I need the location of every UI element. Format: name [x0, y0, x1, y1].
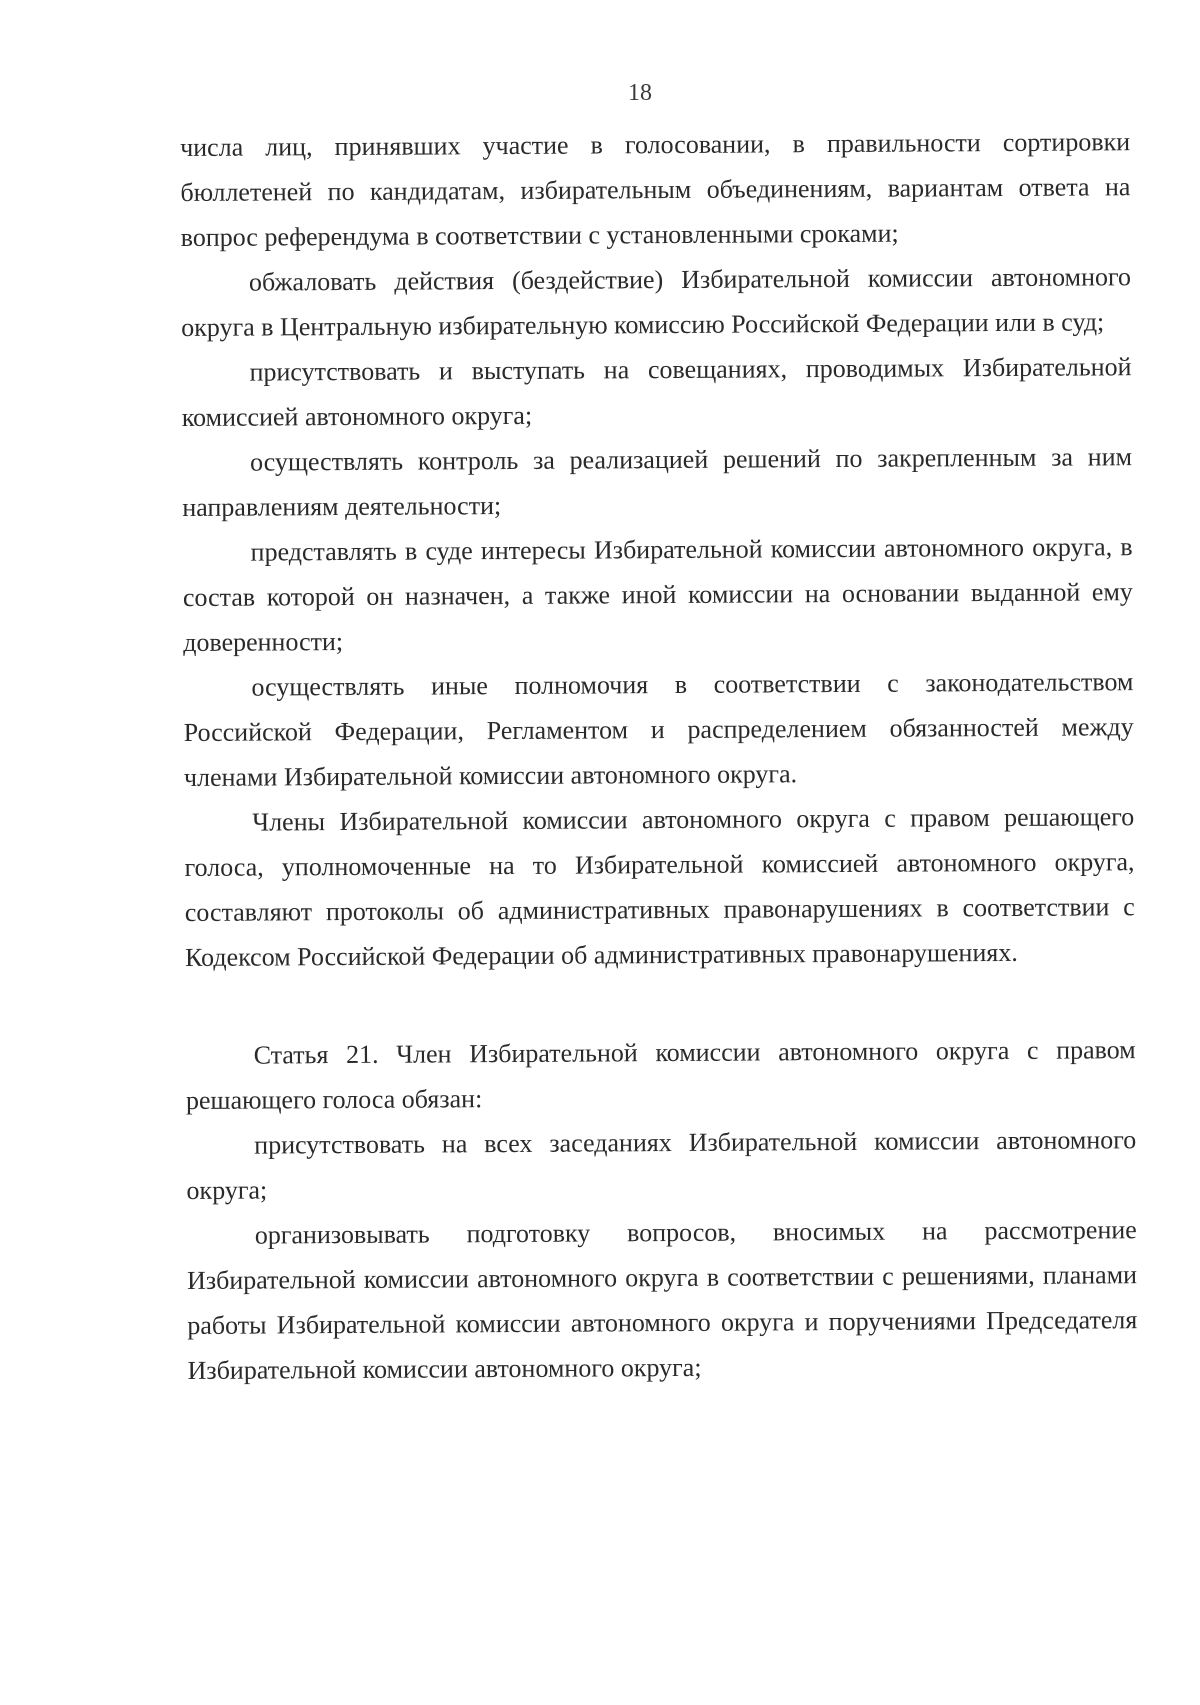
article-21-heading: Статья 21. Член Избирательной комиссии автономного округа с правом решающего голоса обязан:: [185, 1035, 1136, 1115]
paragraph-attend-all-meetings-duty: присутствовать на всех заседаниях Избирательной комиссии автономного округа;: [186, 1125, 1137, 1205]
paragraph-other-powers: осуществлять иные полномочия в соответствии с законодательством Российской Федерации, Регламентом и распределением обязанностей между членами Избирательной комиссии автономного округа.: [183, 667, 1134, 792]
paragraph-continuation: числа лиц, принявших участие в голосовании, в правильности сортировки бюллетеней по кандидатам, избирательным объединениям, вариантам ответа на вопрос референдума в соответствии с установленными сроками;: [180, 127, 1131, 252]
paragraph-control-right: осуществлять контроль за реализацией решений по закрепленным за ним направлениям деятельности;: [182, 442, 1133, 522]
paragraph-attend-meetings-right: присутствовать и выступать на совещаниях, проводимых Избирательной комиссией автономного округа;: [181, 352, 1132, 432]
document-body: [180, 119, 1138, 1393]
paragraph-protocols: Члены Избирательной комиссии автономного округа с правом решающего голоса, уполномоченные на то Избирательной комиссией автономного округа, составляют протоколы об административных правонарушениях в соответствии с Кодексом Российской Федерации об административных правонарушениях.: [184, 802, 1135, 972]
page-number: 18: [628, 80, 652, 106]
paragraph-organize-preparation-duty: организовывать подготовку вопросов, вносимых на рассмотрение Избирательной комиссии автономного округа в соответствии с решениями, планами работы Избирательной комиссии автономного округа и поручениями Председателя Избирательной комиссии автономного округа;: [186, 1215, 1138, 1385]
paragraph-appeal-right: обжаловать действия (бездействие) Избирательной комиссии автономного округа в Центральную избирательную комиссию Российской Федерации или в суд;: [181, 262, 1132, 342]
paragraph-court-representation-right: представлять в суде интересы Избирательной комиссии автономного округа, в состав которой он назначен, а также иной комиссии на основании выданной ему доверенности;: [182, 532, 1133, 657]
